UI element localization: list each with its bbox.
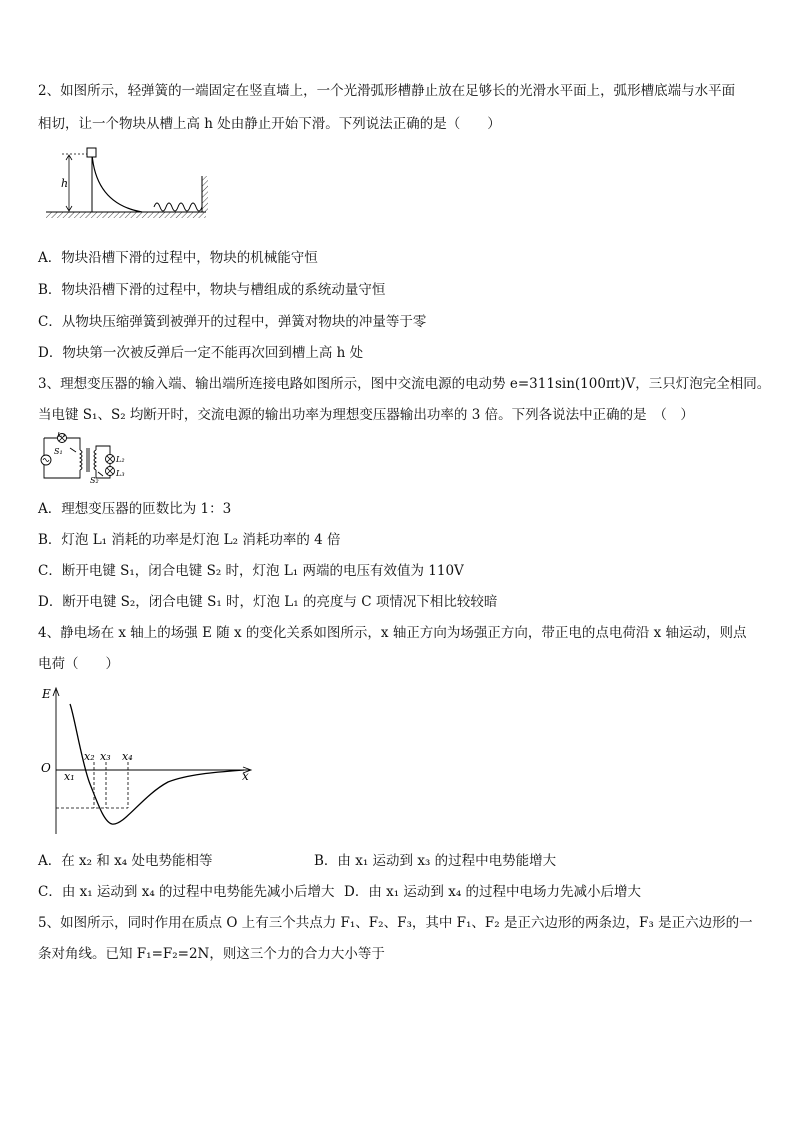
x4-label: x₄ bbox=[122, 750, 133, 763]
q2-stem-line1: 2、如图所示，轻弹簧的一端固定在竖直墙上，一个光滑弧形槽静止放在足够长的光滑水平面上，弧形槽底端与水平面 bbox=[38, 83, 736, 99]
q2-figure bbox=[44, 146, 212, 222]
q3-stem-line1: 3、理想变压器的输入端、输出端所连接电路如图所示，图中交流电源的电动势 e=311sin(100πt)V，三只灯泡完全相同。 bbox=[38, 376, 771, 392]
x1-label: x₁ bbox=[64, 770, 75, 783]
q3-circuit-figure bbox=[40, 432, 132, 486]
switch-s1 bbox=[70, 448, 76, 452]
height-label: h bbox=[61, 177, 69, 190]
q5-stem-line2: 条对角线。已知 F₁=F₂=2N，则这三个力的合力大小等于 bbox=[38, 946, 385, 962]
label-s2: S₂ bbox=[90, 476, 99, 485]
x-axis-label: x bbox=[242, 769, 249, 783]
q4-graph bbox=[38, 684, 258, 836]
q4-option-a: A．在 x₂ 和 x₄ 处电势能相等 bbox=[38, 853, 213, 869]
switch-s2 bbox=[98, 472, 103, 476]
secondary-coil bbox=[94, 450, 96, 470]
block bbox=[87, 148, 96, 157]
q3-option-d: D．断开电键 S₂，闭合电键 S₁ 时，灯泡 L₁ 的亮度与 C 项情况下相比较较暗 bbox=[38, 594, 498, 610]
ground-hatch bbox=[46, 212, 206, 218]
field-curve bbox=[70, 704, 244, 824]
arc-groove bbox=[92, 154, 142, 212]
q2-option-d: D．物块第一次被反弹后一定不能再次回到槽上高 h 处 bbox=[38, 345, 364, 361]
q2-option-b: B．物块沿槽下滑的过程中，物块与槽组成的系统动量守恒 bbox=[38, 282, 386, 298]
wall-hatch bbox=[202, 176, 208, 212]
q2-figure-svg bbox=[44, 146, 212, 222]
q2-option-a: A．物块沿槽下滑的过程中，物块的机械能守恒 bbox=[38, 250, 318, 266]
q3-option-c: C．断开电键 S₁，闭合电键 S₂ 时，灯泡 L₁ 两端的电压有效值为 110V bbox=[38, 563, 464, 579]
x3-label: x₃ bbox=[100, 750, 111, 763]
q2-stem-line2: 相切，让一个物块从槽上高 h 处由静止开始下滑。下列说法正确的是（ ） bbox=[38, 116, 501, 132]
x2-label: x₂ bbox=[84, 750, 95, 763]
label-s1: S₁ bbox=[54, 447, 63, 456]
q4-option-b: B．由 x₁ 运动到 x₃ 的过程中电势能增大 bbox=[314, 853, 557, 869]
origin-label: O bbox=[41, 761, 51, 775]
q3-stem-line2: 当电键 S₁、S₂ 均断开时，交流电源的输出功率为理想变压器输出功率的 3 倍。下列各说法中正确的是 （ ） bbox=[38, 407, 694, 423]
spring bbox=[154, 203, 202, 211]
label-l2: L₂ bbox=[116, 455, 125, 464]
q5-stem-line1: 5、如图所示，同时作用在质点 O 上有三个共点力 F₁、F₂、F₃，其中 F₁、F₂ 是正六边形的两条边，F₃ 是正六边形的一 bbox=[38, 915, 753, 931]
primary-coil bbox=[80, 450, 82, 470]
q3-circuit-svg bbox=[40, 432, 132, 486]
q4-stem-line2: 电荷（ ） bbox=[38, 656, 119, 672]
q2-option-c: C．从物块压缩弹簧到被弹开的过程中，弹簧对物块的冲量等于零 bbox=[38, 314, 427, 330]
q3-option-b: B．灯泡 L₁ 消耗的功率是灯泡 L₂ 消耗功率的 4 倍 bbox=[38, 532, 341, 548]
label-l3: L₃ bbox=[116, 469, 125, 478]
e-axis-label: E bbox=[42, 687, 51, 701]
q4-graph-svg bbox=[38, 684, 258, 836]
q4-stem-line1: 4、静电场在 x 轴上的场强 E 随 x 的变化关系如图所示，x 轴正方向为场强正方向，带正电的点电荷沿 x 轴运动，则点 bbox=[38, 625, 747, 641]
q4-option-d: D．由 x₁ 运动到 x₄ 的过程中电场力先减小后增大 bbox=[344, 884, 642, 900]
q4-option-c: C．由 x₁ 运动到 x₄ 的过程中电势能先减小后增大 bbox=[38, 884, 335, 900]
label-l1: L₁ bbox=[57, 432, 66, 439]
q3-option-a: A．理想变压器的匝数比为 1：3 bbox=[38, 501, 232, 517]
